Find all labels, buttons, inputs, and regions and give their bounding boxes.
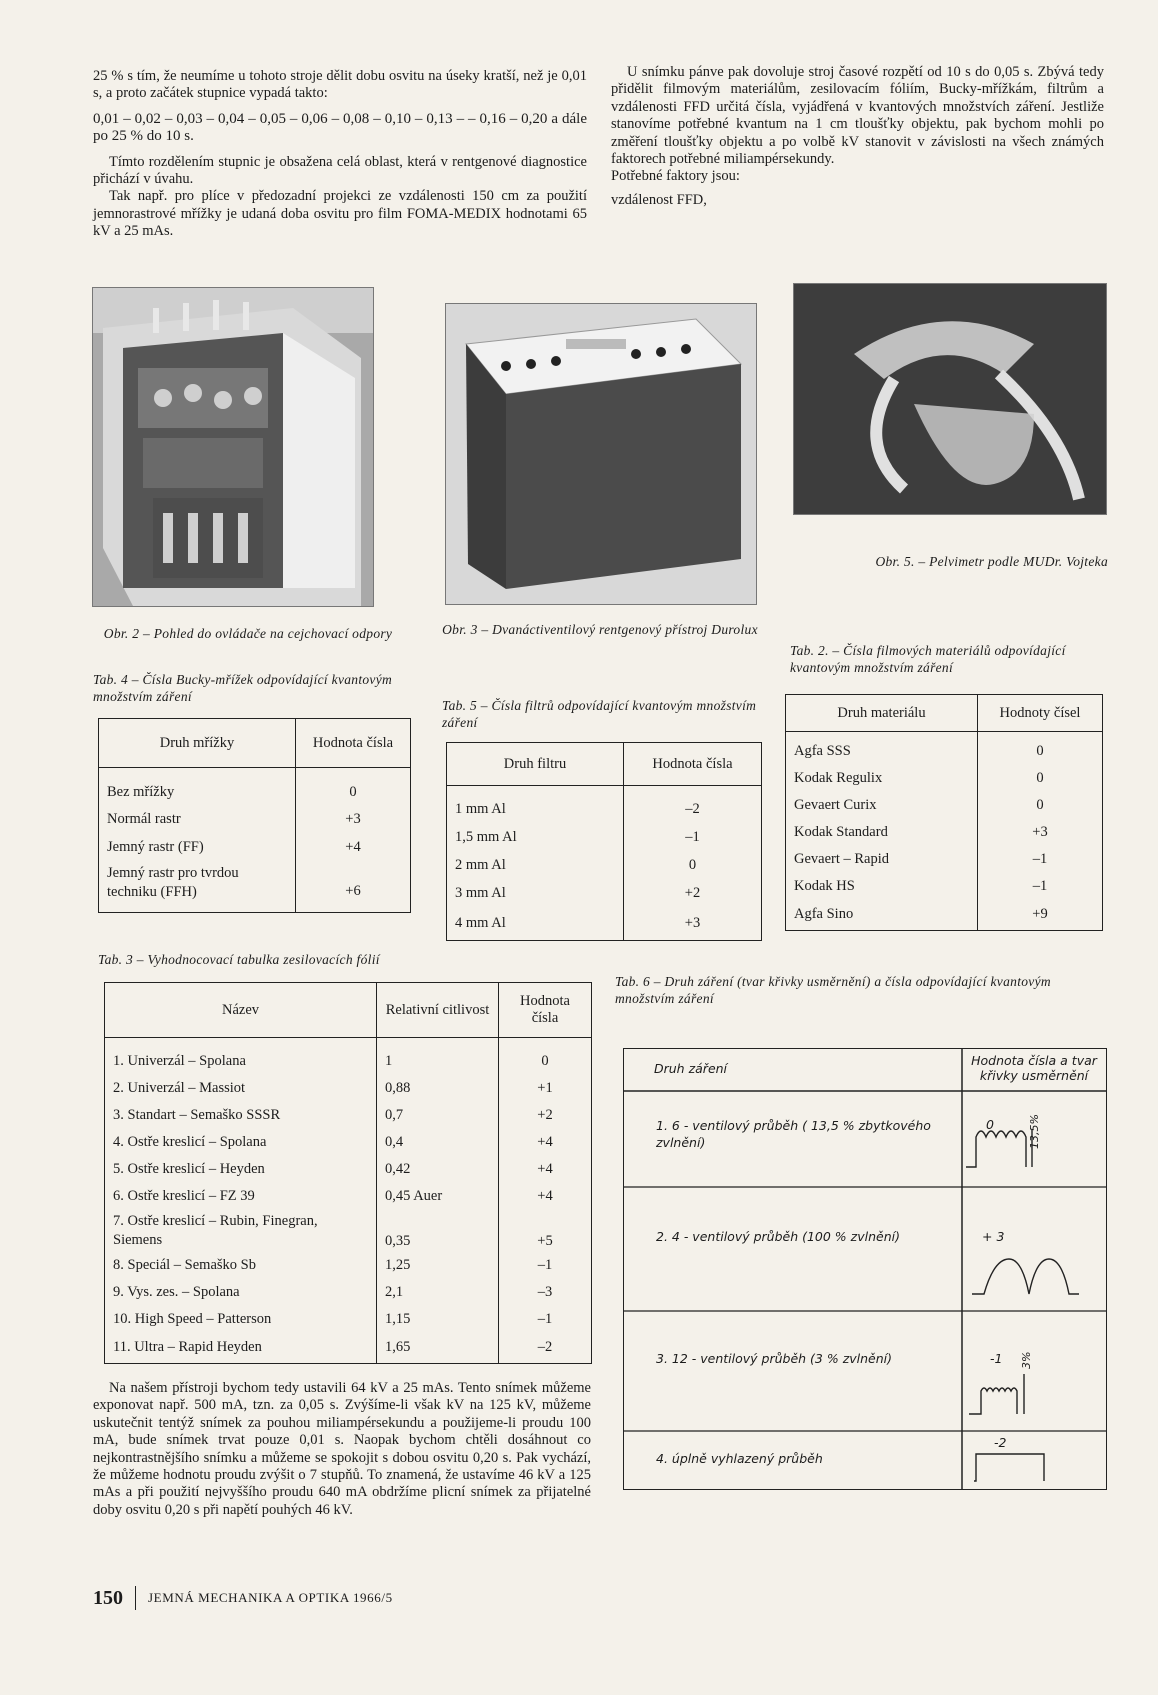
tab5-header-value: Hodnota čísla [624,743,762,786]
tab6-table [623,1048,1107,1490]
table-row: Jemný rastr (FF) +4 [99,834,411,862]
tab5-title: Tab. 5 – Čísla filtrů odpovídající kvantovým množstvím záření [442,698,757,730]
table-row: Kodak HS –1 [786,873,1103,900]
table-row: 4. Ostře kreslicí – Spolana 0,4 +4 [105,1129,592,1156]
tab3-header-name: Název [105,983,377,1038]
curve-4-ventil [972,1259,1079,1294]
tab5-table [446,742,762,941]
table-row: Gevaert – Rapid –1 [786,846,1103,873]
table-row: Agfa SSS 0 [786,738,1103,765]
tab6-row-1-value: 0 [986,1117,994,1132]
curve-6-ventil [966,1129,1032,1167]
page-footer [93,1585,393,1611]
tab5-header-type: Druh filtru [447,743,624,786]
table-row: 8. Speciál – Semaško Sb 1,25 –1 [105,1252,592,1279]
tab4-title: Tab. 4 – Čísla Bucky-mřížek odpovídající kvantovým množstvím záření [93,672,393,704]
figure-3-photo [445,303,757,605]
tab6-row-4-label: 4. úplně vyhlazený průběh [656,1451,823,1466]
tab2-header-type: Druh materiálu [786,695,978,732]
col1-paragraph-1: 25 % s tím, že neumíme u tohoto stroje dělit dobu osvitu na úseky kratší, než je 0,01 s, a proto začátek stupnice vypadá takto: [93,68,587,102]
curve-12-ventil [969,1374,1024,1414]
durolux-apparatus-illustration [446,304,756,604]
table-row: 4 mm Al +3 [447,908,762,941]
table-row: 3. Standart – Semaško SSSR 0,7 +2 [105,1102,592,1129]
tab6-row-2-value: + 3 [982,1229,1005,1244]
table-row: 1. Univerzál – Spolana 1 0 [105,1048,592,1075]
table-row: 10. High Speed – Patterson 1,15 –1 [105,1306,592,1333]
curve-smooth [974,1454,1044,1481]
table-row: 7. Ostře kreslicí – Rubin, Finegran, Siemens 0,35 +5 [105,1210,592,1252]
footer-divider [135,1586,136,1610]
control-unit-illustration [93,288,373,606]
tab3-title: Tab. 3 – Vyhodnocovací tabulka zesilovacích fólií [98,952,380,967]
tab6-header-left: Druh záření [654,1061,728,1076]
table-row: Kodak Standard +3 [786,819,1103,846]
table-row: Gevaert Curix 0 [786,792,1103,819]
tab2-header-value: Hodnoty čísel [978,695,1103,732]
tab6-row-3-note: 3% [1020,1351,1033,1369]
table-row: 2 mm Al 0 [447,852,762,880]
tab6-row-1-label: 1. 6 - ventilový průběh ( 13,5 % zbytkového zvlnění) [656,1118,931,1150]
col1-text [93,68,587,241]
tab2-table [785,694,1103,931]
tab3-header-value: Hodnota čísla [499,983,592,1038]
table-row: 2. Univerzál – Massiot 0,88 +1 [105,1075,592,1102]
figure-5-caption: Obr. 5. – Pelvimetr podle MUDr. Vojteka [875,554,1108,569]
table-row: Agfa Sino +9 [786,900,1103,931]
journal-name: JEMNÁ MECHANIKA A OPTIKA 1966/5 [148,1590,393,1605]
table-row: 6. Ostře kreslicí – FZ 39 0,45 Auer +4 [105,1183,592,1210]
table-row: Kodak Regulix 0 [786,765,1103,792]
figure-2-caption: Obr. 2 – Pohled do ovládače na cejchovací odpory [103,626,393,641]
col2-text [611,64,1104,209]
tab4-header-value: Hodnota čísla [296,719,411,768]
col2-paragraph-3: vzdálenost FFD, [611,191,707,208]
table-row: 11. Ultra – Rapid Heyden 1,65 –2 [105,1333,592,1364]
col1-paragraph-3: Tak např. pro plíce v předozadní projekci ze vzdálenosti 150 cm za použití jemnorastrové mřížky je udaná doba osvitu pro film FOMA-MEDIX hodnotami 65 kV a 25 mAs. [93,188,587,240]
tab6-title: Tab. 6 – Druh záření (tvar křivky usměrnění) a čísla odpovídající kvantovým množstvím záření [615,974,1051,1006]
tab6-row-1-note: 13,5% [1028,1114,1041,1149]
col2-paragraph-2: Potřebné faktory jsou: [611,168,740,185]
tab6-row-4-value: -2 [994,1435,1007,1450]
figure-2-photo [92,287,374,607]
tab6-row-3-label: 3. 12 - ventilový průběh (3 % zvlnění) [656,1351,893,1366]
tab6-row-2-label: 2. 4 - ventilový průběh (100 % zvlnění) [656,1229,900,1244]
col1-paragraph-2: Tímto rozdělením stupnic je obsažena celá oblast, která v rentgenové diagnostice přichází v úvahu. [93,153,587,188]
table-row: 1 mm Al –2 [447,796,762,824]
table-row: 5. Ostře kreslicí – Heyden 0,42 +4 [105,1156,592,1183]
table-row: Normál rastr +3 [99,806,411,834]
tab2-title: Tab. 2. – Čísla filmových materiálů odpovídající kvantovým množstvím záření [790,643,1066,675]
table-row: 3 mm Al +2 [447,880,762,908]
page-number: 150 [93,1586,123,1609]
tab6-header-right: Hodnota čísla a tvar křivky usměrnění [971,1053,1097,1083]
table-row: 1,5 mm Al –1 [447,824,762,852]
tab4-header-type: Druh mřížky [99,719,296,768]
tab6-row-3-value: -1 [990,1351,1003,1366]
figure-5-photo [793,283,1107,515]
col1-sequence: 0,01 – 0,02 – 0,03 – 0,04 – 0,05 – 0,06 – 0,08 – 0,10 – 0,13 – – 0,16 – 0,20 a dále po 25 % do 10 s. [93,110,587,145]
tab4-table [98,718,411,913]
table-row: 9. Vys. zes. – Spolana 2,1 –3 [105,1279,592,1306]
table-row: Bez mřížky 0 [99,780,411,806]
tab3-header-sensitivity: Relativní citlivost [377,983,499,1038]
figure-3-caption: Obr. 3 – Dvanáctiventilový rentgenový přístroj Durolux [442,622,758,637]
table-row: Jemný rastr pro tvrdou techniku (FFH) +6 [99,862,411,913]
pelvimeter-illustration [794,284,1106,514]
col2-paragraph-1: U snímku pánve pak dovoluje stroj časové rozpětí od 10 s do 0,05 s. Zbývá tedy přidělit filmovým materiálům, zesilovacím fóliím, Bucky-mřížkám, filtrům a vzdálenosti FFD určitá čísla, vyjádřená v kvantových množstvích záření. Jestliže stanovíme potřebné kvantum na 1 cm tloušťky objektu, pak bychom mohli po změření tloušťky objektu a po volbě kV stanovit v závislosti na všech známých faktorech potřebné miliampérsekundy. [611,64,1104,168]
bottom-paragraph: Na našem přístroji bychom tedy ustavili 64 kV a 25 mAs. Tento snímek můžeme exponovat např. 500 mA, tzn. za 0,05 s. Zvýšíme-li však kV na 125 kV, můžeme uskutečnit tentýž snímek za pouhou miliampérsekundu a použijeme-li proudu 100 mA, bude snímek trvat pouze 0,01 s. Naopak bychom chtěli dosáhnout co nejkontrastnějšího snímku a můžeme se spokojit s dobou osvitu 0,20 s. Pak vychází, že můžeme hodnotu proudu zvýšit o 7 stupňů. To znamená, že ustavíme 46 kV a 125 mAs a při použití nejvyššího proudu 640 mA obdržíme plicní snímek za přijatelné doby osvitu 0,20 s při napětí pouhých 46 kV. [93,1380,591,1518]
tab3-table [104,982,592,1364]
